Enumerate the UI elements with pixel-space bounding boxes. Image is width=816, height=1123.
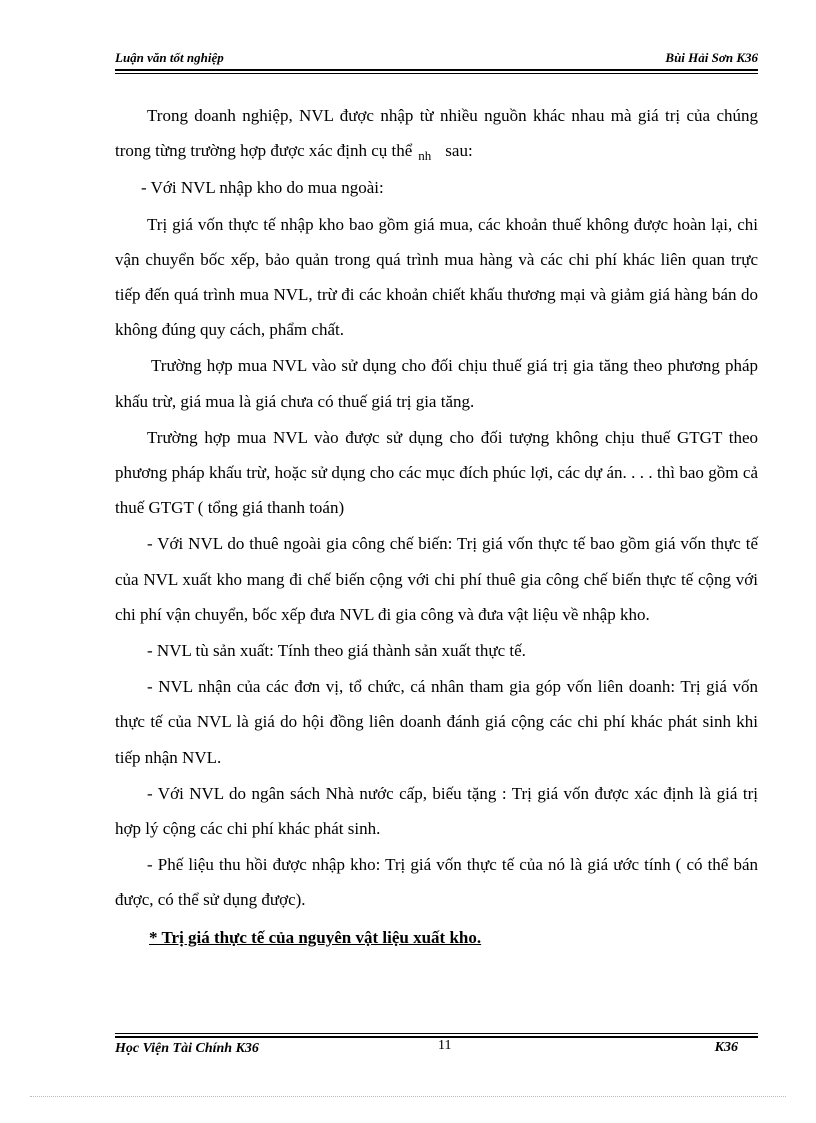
section-heading: * Trị giá thực tế của nguyên vật liệu xuất kho. bbox=[149, 927, 482, 947]
page-header bbox=[115, 50, 758, 70]
paragraph-4: Trường hợp mua NVL vào sử dụng cho đối chịu thuế giá trị gia tăng theo phương pháp khấu trừ, giá mua là giá chưa có thuế giá trị gia tăng. bbox=[115, 356, 758, 411]
footer-class: K36 bbox=[714, 1040, 738, 1055]
page-number: 11 bbox=[438, 1038, 452, 1053]
page-body bbox=[115, 98, 758, 956]
footer-rule bbox=[115, 1033, 758, 1038]
page-bottom-dotted-line bbox=[30, 1096, 786, 1097]
paragraph-5: Trường hợp mua NVL vào được sử dụng cho đối tượng không chịu thuế GTGT theo phương pháp khấu trừ, hoặc sử dụng cho các mục đích phúc lợi, các dự án. . . . thì bao gồm cả thuế GTGT ( tổng giá thanh toán) bbox=[115, 427, 758, 518]
paragraph-1: Trong doanh nghiệp, NVL được nhập từ nhiều nguồn khác nhau mà giá trị của chúng trong từng trường hợp được xác định cụ thể $_{nh}$ sau: bbox=[115, 106, 758, 164]
paragraph-10: - Phế liệu thu hồi được nhập kho: Trị giá vốn thực tế của nó là giá ước tính ( có thể bán được, có thể sử dụng được). bbox=[115, 855, 758, 910]
paragraph-6: - Với NVL do thuê ngoài gia công chế biến: Trị giá vốn thực tế bao gồm giá vốn thực tế của NVL xuất kho mang đi chế biến cộng với chi phí thuê gia công chế biến thực tế cộng với chi phí vận chuyển, bốc xếp đưa NVL đi gia công và đưa vật liệu về nhập kho. bbox=[115, 534, 758, 624]
header-author: Bùi Hải Sơn K36 bbox=[665, 50, 758, 65]
paragraph-7: - NVL tù sản xuất: Tính theo giá thành sản xuất thực tế. bbox=[147, 641, 526, 661]
footer-institution: Học Viện Tài Chính K36 bbox=[115, 1041, 259, 1056]
paragraph-2: - Với NVL nhập kho do mua ngoài: bbox=[141, 178, 384, 198]
paragraph-3: Trị giá vốn thực tế nhập kho bao gồm giá mua, các khoản thuế không được hoàn lại, chi vận chuyển bốc xếp, bảo quản trong quá trình mua hàng và các chi phí khác liên quan trực tiếp đến quá trình mua NVL, trừ đi các khoản chiết khấu thương mại và giảm giá hàng bán do không đúng quy cách, phẩm chất. bbox=[115, 214, 758, 340]
paragraph-9: - Với NVL do ngân sách Nhà nước cấp, biếu tặng : Trị giá vốn được xác định là giá trị hợp lý cộng các chi phí khác phát sinh. bbox=[115, 783, 758, 839]
paragraph-8: - NVL nhận của các đơn vị, tổ chức, cá nhân tham gia góp vốn liên doanh: Trị giá vốn thực tế của NVL là giá do hội đồng liên doanh đánh giá cộng các chi phí khác phát sinh khi tiếp nhận NVL. bbox=[115, 677, 758, 767]
header-rule bbox=[115, 69, 758, 74]
paragraph-1-fragment: nh bbox=[418, 148, 432, 164]
header-thesis-label: Luận văn tốt nghiệp bbox=[115, 50, 224, 65]
